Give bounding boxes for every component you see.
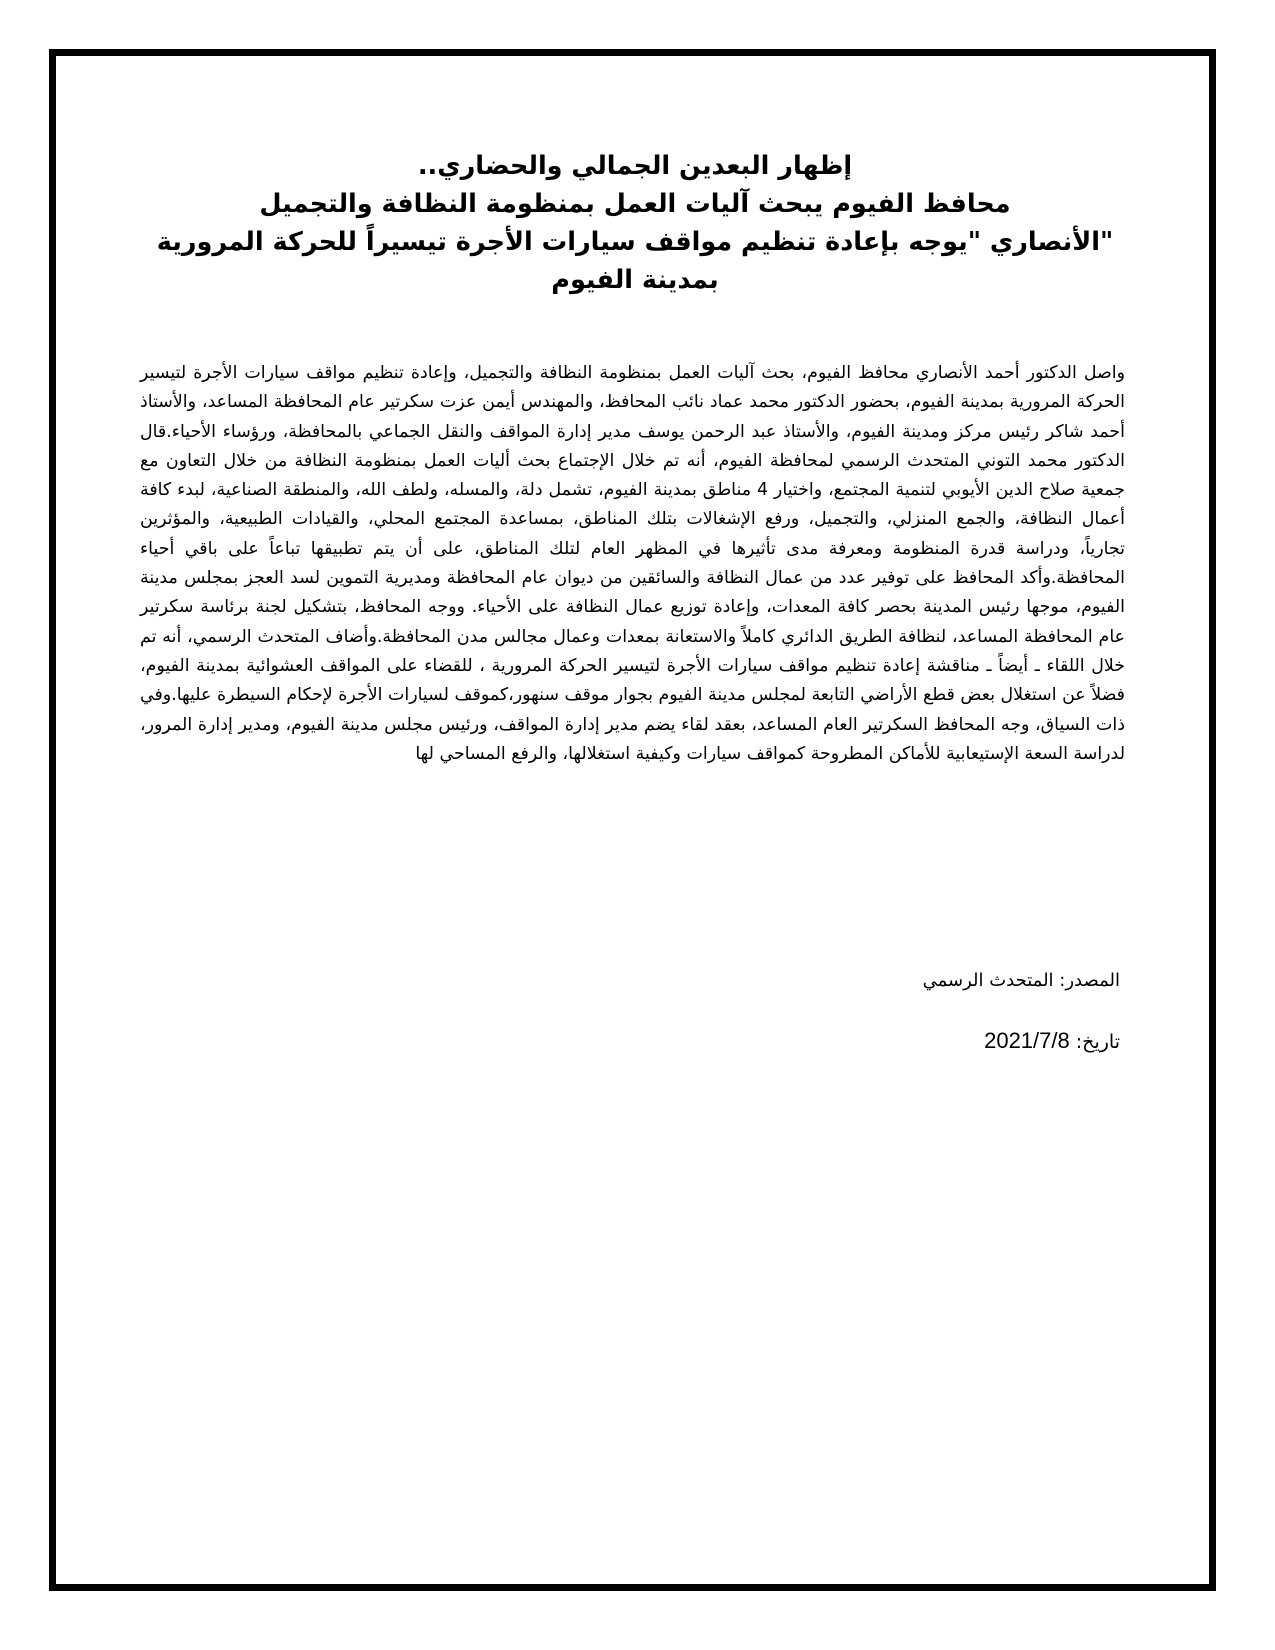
headline-line-4: بمدينة الفيوم bbox=[551, 265, 719, 295]
headline bbox=[140, 147, 1130, 299]
headline-line-1: إظهار البعدين الجمالي والحضاري.. bbox=[417, 151, 853, 181]
article-body: واصل الدكتور أحمد الأنصاري محافظ الفيوم، بحث آليات العمل بمنظومة النظافة والتجميل، وإعادة تنظيم مواقف سيارات الأجرة لتيسير الحركة المرورية بمدينة الفيوم، بحضور الدكتور محمد عماد نائب المحافظ، والمهندس أيمن عزت سكرتير عام المحافظة المساعد، والأستاذ أحمد شاكر رئيس مركز ومدينة الفيوم، والأستاذ عبد الرحمن يوسف مدير إدارة المواقف والنقل الجماعي بالمحافظة، ورؤساء الأحياء.قال الدكتور محمد التوني المتحدث الرسمي لمحافظة الفيوم، أنه تم خلال الإجتماع بحث أليات العمل بمنظومة النظافة من خلال التعاون مع جمعية صلاح الدين الأيوبي لتنمية المجتمع، واختيار 4 مناطق بمدينة الفيوم، تشمل دلة، والمسله، ولطف الله، والمنطقة الصناعية، لبدء كافة أعمال النظافة، والجمع المنزلي، والتجميل، ورفع الإشغالات بتلك المناطق، بمساعدة المجتمع المحلي، والقيادات الطبيعية، والمؤثرين تجارياً، ودراسة قدرة المنظومة ومعرفة مدى تأثيرها في المظهر العام لتلك المناطق، على أن يتم تطبيقها تباعاً على باقي أحياء المحافظة.وأكد المحافظ على توفير عدد من عمال النظافة والسائقين من ديوان عام المحافظة ومديرية التموين لسد العجز بمجلس مدينة الفيوم، موجها رئيس المدينة بحصر كافة المعدات، وإعادة توزيع عمال النظافة على الأحياء. ووجه المحافظ، بتشكيل لجنة برئاسة سكرتير عام المحافظة المساعد، لنظافة الطريق الدائري كاملاً والاستعانة بمعدات وعمال مجالس مدن المحافظة.وأضاف المتحدث الرسمي، أنه تم خلال اللقاء ـ أيضاً ـ مناقشة إعادة تنظيم مواقف سيارات الأجرة لتيسير الحركة المرورية ، للقضاء على المواقف العشوائية بمدينة الفيوم، فضلاً عن استغلال بعض قطع الأراضي التابعة لمجلس مدينة الفيوم بجوار موقف سنهور،كموقف لسيارات الأجرة لإحكام السيطرة عليها.وفي ذات السياق، وجه المحافظ السكرتير العام المساعد، بعقد لقاء يضم مدير إدارة المواقف، ورئيس مجلس مدينة الفيوم، ومدير إدارة المرور، لدراسة السعة الإستيعابية للأماكن المطروحة كمواقف سيارات وكيفية استغلالها، والرفع المساحي لها bbox=[140, 363, 1125, 764]
headline-line-2: محافظ الفيوم يبحث آليات العمل بمنظومة النظافة والتجميل bbox=[259, 189, 1011, 219]
date-value: 2021/7/8 bbox=[984, 1028, 1070, 1053]
headline-line-3: "الأنصاري "يوجه بإعادة تنظيم مواقف سيارات الأجرة تيسيراً للحركة المرورية bbox=[156, 227, 1114, 257]
source-line: المصدر: المتحدث الرسمي bbox=[922, 970, 1120, 991]
date-line bbox=[520, 1028, 1120, 1054]
date-label: تاريخ: bbox=[1075, 1031, 1120, 1053]
